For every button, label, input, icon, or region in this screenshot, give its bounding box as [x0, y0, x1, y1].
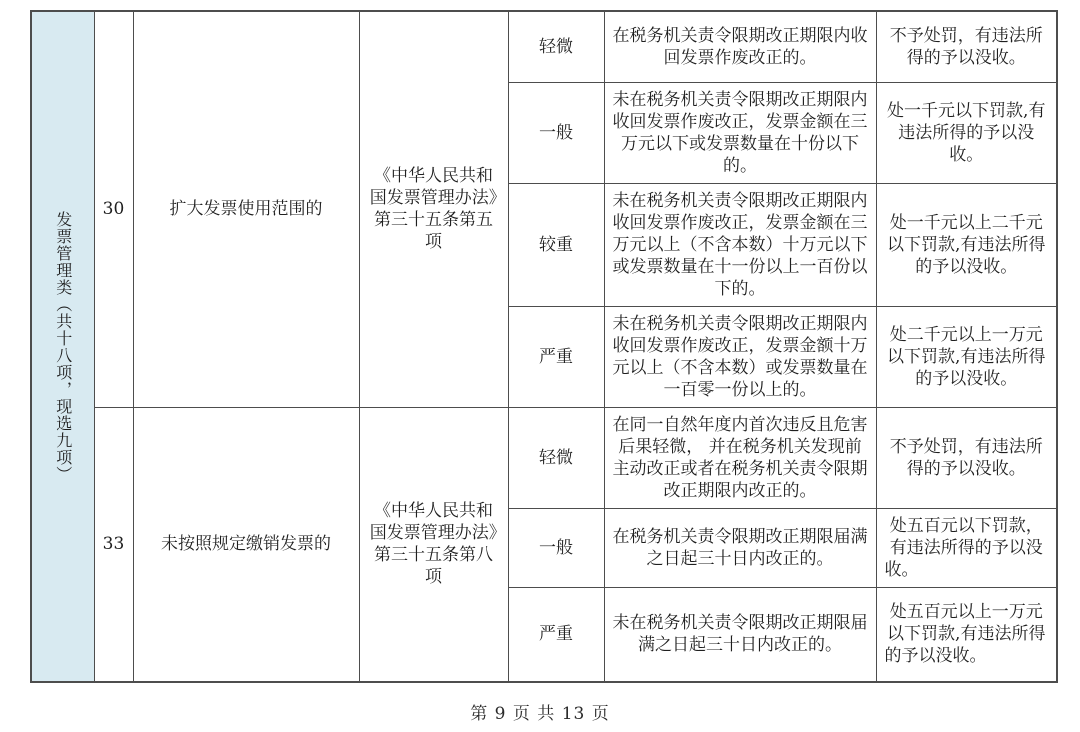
- penalty-cell: 处五百元以上一万元以下罚款,有违法所得的予以没收。: [876, 587, 1057, 682]
- condition-cell: 未在税务机关责令限期改正期限内收回发票作废改正，发票金额在三万元以下或发票数量在十份以下的。: [604, 82, 876, 183]
- severity-cell: 轻微: [508, 407, 604, 508]
- severity-cell: 严重: [508, 306, 604, 407]
- penalty-cell: 不予处罚，有违法所得的予以没收。: [876, 407, 1057, 508]
- penalty-cell: 处一千元以上二千元以下罚款,有违法所得的予以没收。: [876, 183, 1057, 306]
- condition-cell: 在税务机关责令限期改正期限内收回发票作废改正的。: [604, 11, 876, 82]
- table-row: [31, 407, 1057, 508]
- penalty-cell: 处二千元以上一万元以下罚款,有违法所得的予以没收。: [876, 306, 1057, 407]
- item-number-cell: 33: [94, 407, 133, 682]
- category-label: 发票管理类（共十八项，现选九项）: [53, 210, 73, 483]
- table-row: [31, 11, 1057, 82]
- violation-cell: 扩大发票使用范围的: [133, 11, 359, 407]
- legal-basis-cell: 《中华人民共和国发票管理办法》第三十五条第五项: [359, 11, 508, 407]
- legal-basis-cell: 《中华人民共和国发票管理办法》第三十五条第八项: [359, 407, 508, 682]
- condition-cell: 未在税务机关责令限期改正期限内收回发票作废改正，发票金额十万元以上（不含本数）或发票数量在一百零一份以上的。: [604, 306, 876, 407]
- condition-cell: 在同一自然年度内首次违反且危害后果轻微， 并在税务机关发现前主动改正或者在税务机关责令限期改正期限内改正的。: [604, 407, 876, 508]
- severity-cell: 一般: [508, 508, 604, 587]
- severity-cell: 一般: [508, 82, 604, 183]
- penalty-cell: 处一千元以下罚款,有违法所得的予以没收。: [876, 82, 1057, 183]
- penalty-cell: 处五百元以下罚款，有违法所得的予以没收。: [876, 508, 1057, 587]
- penalty-table: [30, 10, 1058, 683]
- severity-cell: 轻微: [508, 11, 604, 82]
- page-footer: 第 9 页 共 13 页: [470, 704, 610, 724]
- severity-cell: 较重: [508, 183, 604, 306]
- category-cell: [31, 11, 94, 682]
- severity-cell: 严重: [508, 587, 604, 682]
- condition-cell: 未在税务机关责令限期改正期限届满之日起三十日内改正的。: [604, 587, 876, 682]
- condition-cell: 未在税务机关责令限期改正期限内收回发票作废改正，发票金额在三万元以上（不含本数）十万元以下或发票数量在十一份以上一百份以下的。: [604, 183, 876, 306]
- condition-cell: 在税务机关责令限期改正期限届满之日起三十日内改正的。: [604, 508, 876, 587]
- violation-cell: 未按照规定缴销发票的: [133, 407, 359, 682]
- item-number-cell: 30: [94, 11, 133, 407]
- penalty-cell: 不予处罚，有违法所得的予以没收。: [876, 11, 1057, 82]
